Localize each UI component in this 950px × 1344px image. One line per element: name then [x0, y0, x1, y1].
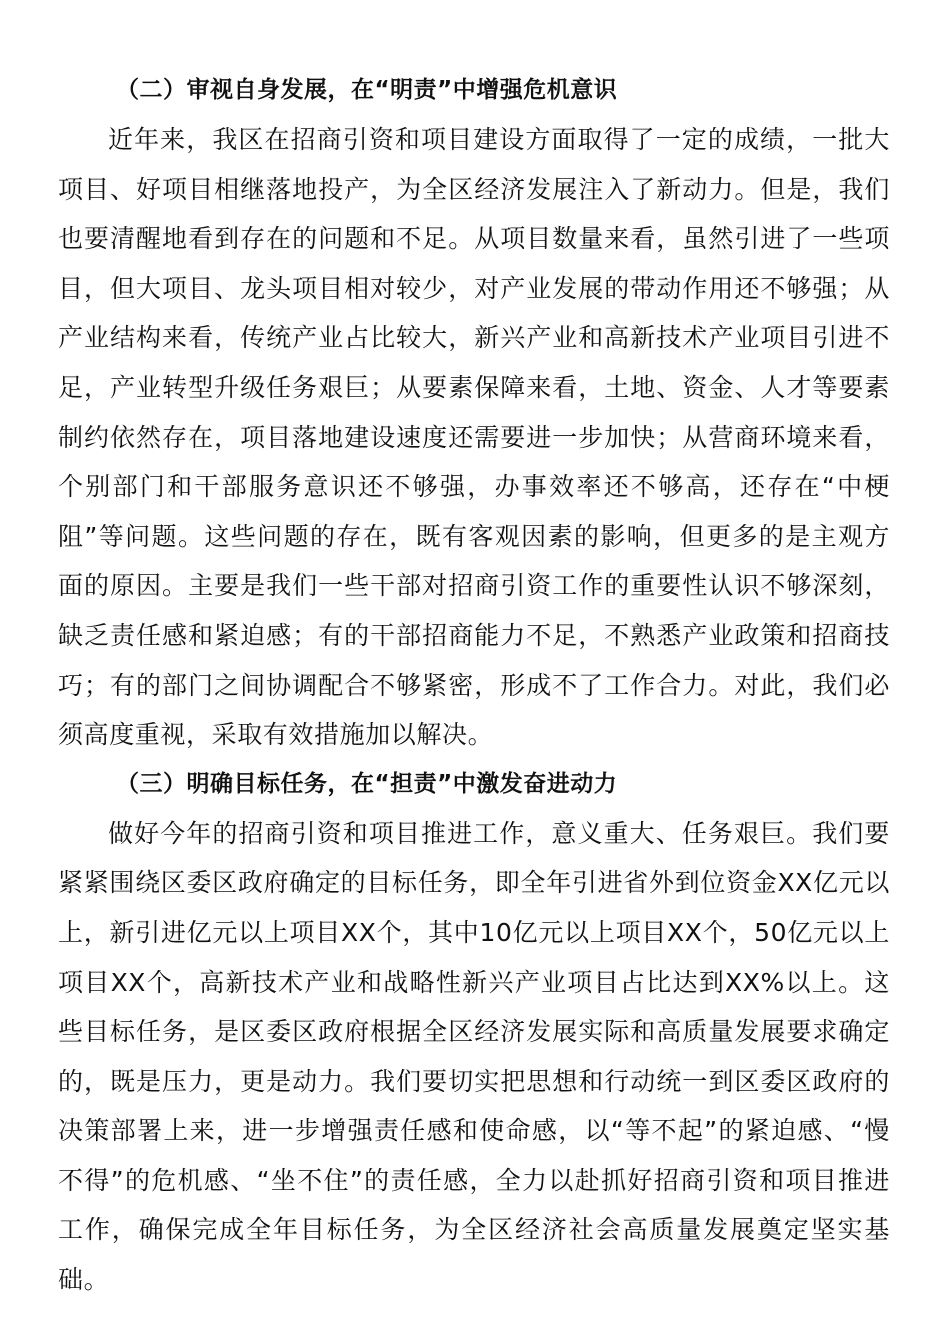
- section-paragraph-3: 做好今年的招商引资和项目推进工作，意义重大、任务艰巨。我们要紧紧围绕区委区政府确定的目标任务，即全年引进省外到位资金XX亿元以上，新引进亿元以上项目XX个，其中10亿元以上项目XX个，50亿元以上项目XX个，高新技术产业和战略性新兴产业项目占比达到XX%以上。这些目标任务，是区委区政府根据全区经济发展实际和高质量发展要求确定的，既是压力，更是动力。我们要切实把思想和行动统一到区委区政府的决策部署上来，进一步增强责任感和使命感，以“等不起”的紧迫感、“慢不得”的危机感、“坐不住”的责任感，全力以赴抓好招商引资和项目推进工作，确保完成全年目标任务，为全区经济社会高质量发展奠定坚实基础。: [58, 818, 890, 1295]
- section-paragraph-2: 近年来，我区在招商引资和项目建设方面取得了一定的成绩，一批大项目、好项目相继落地投产，为全区经济发展注入了新动力。但是，我们也要清醒地看到存在的问题和不足。从项目数量来看，虽然引进了一些项目，但大项目、龙头项目相对较少，对产业发展的带动作用还不够强；从产业结构来看，传统产业占比较大，新兴产业和高新技术产业项目引进不足，产业转型升级任务艰巨；从要素保障来看，土地、资金、人才等要素制约依然存在，项目落地建设速度还需要进一步加快；从营商环境来看，个别部门和干部服务意识还不够强，办事效率还不够高，还存在“中梗阻”等问题。这些问题的存在，既有客观因素的影响，但更多的是主观方面的原因。主要是我们一些干部对招商引资工作的重要性认识不够深刻，缺乏责任感和紧迫感；有的干部招商能力不足，不熟悉产业政策和招商技巧；有的部门之间协调配合不够紧密，形成不了工作合力。对此，我们必须高度重视，采取有效措施加以解决。: [58, 125, 890, 750]
- document-body: [58, 66, 890, 1305]
- section-heading-3: （三）明确目标任务，在“担责”中激发奋进动力: [116, 770, 618, 797]
- section-heading-2: （二）审视自身发展，在“明责”中增强危机意识: [116, 77, 618, 103]
